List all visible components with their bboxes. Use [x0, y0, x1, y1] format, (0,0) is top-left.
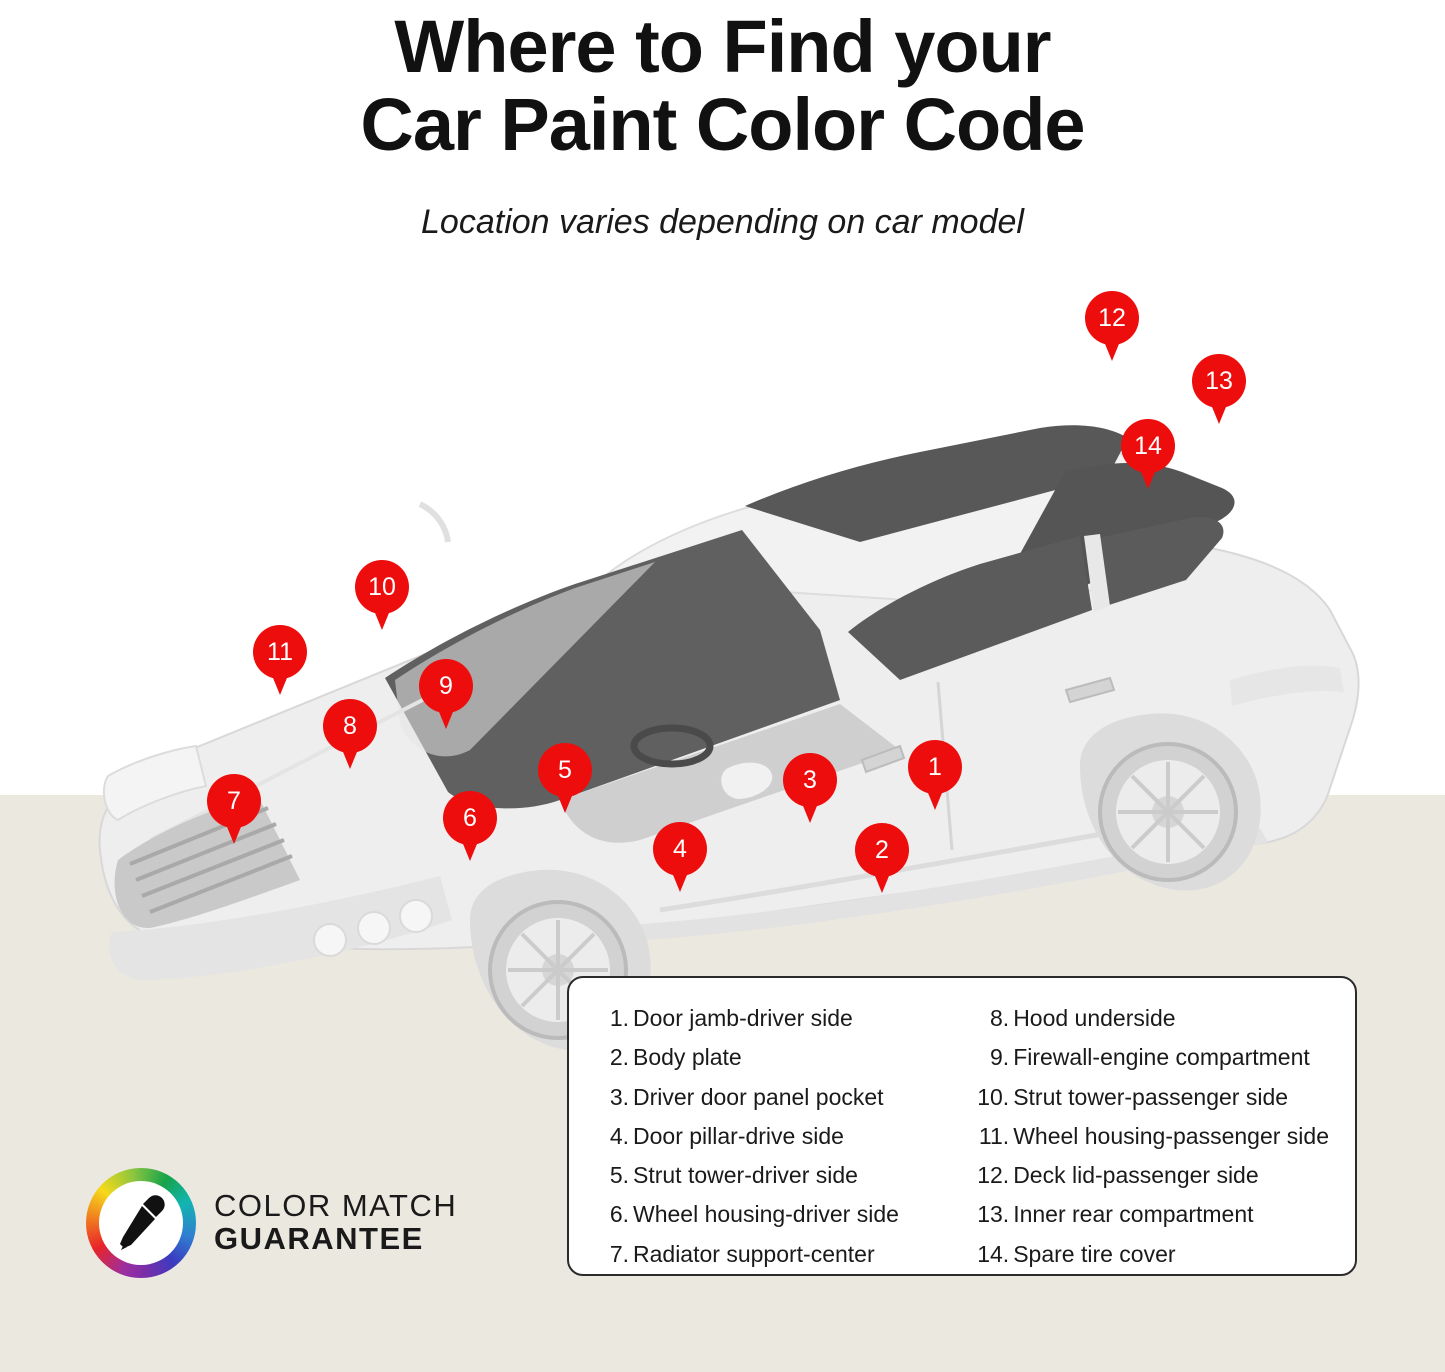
- legend-item-12: [969, 1157, 1329, 1194]
- legend-item-label: Door pillar-drive side: [633, 1122, 844, 1149]
- marker-2[interactable]: 2: [855, 823, 909, 877]
- brand-logo-text: [214, 1190, 457, 1255]
- legend-item-number: 7.: [609, 1240, 629, 1267]
- color-wheel-inner: [99, 1181, 183, 1265]
- legend-item-number: 14.: [977, 1240, 1010, 1267]
- marker-5[interactable]: 5: [538, 743, 592, 797]
- marker-7[interactable]: 7: [207, 774, 261, 828]
- brand-logo-line-1: COLOR MATCH: [214, 1188, 458, 1224]
- legend-item-label: Body plate: [633, 1044, 742, 1071]
- legend-item-11: [969, 1118, 1329, 1155]
- marker-13[interactable]: 13: [1192, 354, 1246, 408]
- legend-item-6: [595, 1196, 951, 1233]
- brand-logo-line-2: GUARANTEE: [214, 1221, 424, 1256]
- marker-6[interactable]: 6: [443, 791, 497, 845]
- legend-item-number: 12.: [977, 1162, 1010, 1188]
- legend-item-9: [969, 1039, 1329, 1076]
- legend-item-number: 4.: [609, 1122, 629, 1149]
- fog-light-2: [358, 912, 390, 944]
- legend-item-label: Firewall-engine compartment: [1013, 1044, 1310, 1071]
- legend-item-number: 9.: [990, 1044, 1010, 1071]
- legend-item-4: [595, 1118, 951, 1155]
- legend-item-number: 2.: [609, 1044, 629, 1071]
- legend-item-label: Radiator support-center: [633, 1240, 875, 1267]
- marker-3[interactable]: 3: [783, 753, 837, 807]
- legend-item-number: 11.: [978, 1122, 1010, 1149]
- legend-panel: [567, 976, 1357, 1276]
- legend-item-10: [969, 1079, 1329, 1116]
- legend-item-7: [595, 1236, 951, 1273]
- legend-item-label: Door jamb-driver side: [633, 1005, 853, 1031]
- marker-11[interactable]: 11: [253, 625, 307, 679]
- legend-item-13: [969, 1196, 1329, 1233]
- marker-12[interactable]: 12: [1085, 291, 1139, 345]
- legend-item-label: Deck lid-passenger side: [1013, 1162, 1259, 1188]
- legend-item-number: 3.: [609, 1083, 629, 1110]
- legend-item-label: Inner rear compartment: [1013, 1201, 1254, 1228]
- legend-item-number: 10.: [977, 1083, 1010, 1110]
- legend-item-label: Spare tire cover: [1013, 1240, 1176, 1267]
- legend-item-number: 6.: [609, 1201, 629, 1228]
- wiper: [420, 504, 448, 542]
- marker-8[interactable]: 8: [323, 699, 377, 753]
- page-title-line-1: Where to Find your: [394, 5, 1051, 88]
- marker-14[interactable]: 14: [1121, 419, 1175, 473]
- page-title: [123, 5, 1323, 167]
- legend-item-5: [595, 1157, 951, 1194]
- brand-logo: [86, 1168, 457, 1278]
- marker-10[interactable]: 10: [355, 560, 409, 614]
- legend-item-label: Strut tower-passenger side: [1013, 1083, 1289, 1110]
- color-wheel-icon: [86, 1168, 196, 1278]
- fog-light-3: [400, 900, 432, 932]
- legend-item-number: 1.: [609, 1005, 629, 1031]
- legend-item-number: 8.: [990, 1005, 1010, 1031]
- legend-column-right: [951, 1000, 1329, 1274]
- legend-item-label: Hood underside: [1013, 1005, 1176, 1031]
- legend-item-3: [595, 1079, 951, 1116]
- marker-9[interactable]: 9: [419, 659, 473, 713]
- legend-item-label: Wheel housing-driver side: [633, 1201, 899, 1228]
- legend-item-label: Strut tower-driver side: [633, 1162, 858, 1188]
- marker-1[interactable]: 1: [908, 740, 962, 794]
- legend-item-2: [595, 1039, 951, 1076]
- page-title-line-2: Car Paint Color Code: [360, 83, 1085, 167]
- legend-column-left: [595, 1000, 951, 1274]
- legend-item-14: [969, 1236, 1329, 1273]
- header: [0, 0, 1445, 242]
- eyedropper-icon: [113, 1192, 169, 1254]
- legend-item-8: [969, 1000, 1329, 1037]
- legend-item-number: 13.: [977, 1201, 1010, 1228]
- marker-4[interactable]: 4: [653, 822, 707, 876]
- legend-item-label: Wheel housing-passenger side: [1013, 1122, 1329, 1149]
- legend-item-label: Driver door panel pocket: [633, 1083, 884, 1110]
- legend-item-1: [595, 1000, 951, 1037]
- legend-item-number: 5.: [609, 1162, 629, 1188]
- fog-light-1: [314, 924, 346, 956]
- page-subtitle: Location varies depending on car model: [421, 202, 1024, 241]
